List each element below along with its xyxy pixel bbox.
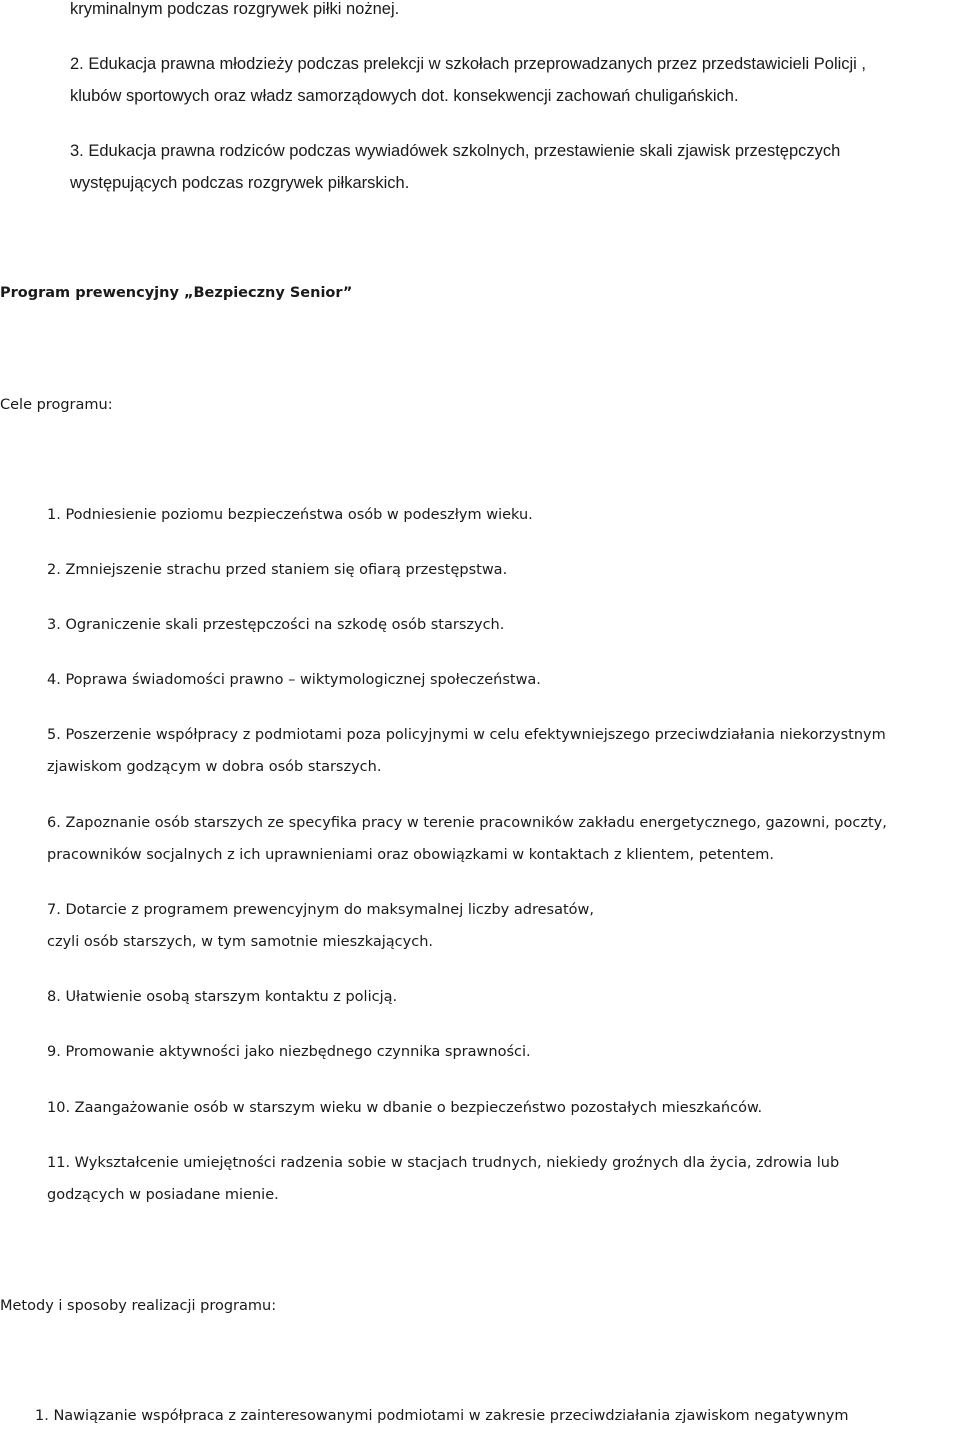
goal-3: 3. Ograniczenie skali przestępczości na szkodę osób starszych.	[47, 617, 505, 633]
program-title: Program prewencyjny „Bezpieczny Senior”	[0, 285, 353, 301]
goal-11-line-2: godzących w posiadane mienie.	[47, 1187, 279, 1203]
goal-4: 4. Poprawa świadomości prawno – wiktymologicznej społeczeństwa.	[47, 672, 541, 688]
goal-7-line-1: 7. Dotarcie z programem prewencyjnym do maksymalnej liczby adresatów,	[47, 902, 594, 918]
goal-11-line-1: 11. Wykształcenie umiejętności radzenia sobie w stacjach trudnych, niekiedy groźnych dla życia, zdrowia lub	[47, 1155, 840, 1171]
list-item-2-line-2: klubów sportowych oraz władz samorządowych dot. konsekwencji zachowań chuligańskich.	[70, 87, 739, 105]
goal-6-line-2: pracowników socjalnych z ich uprawnieniami oraz obowiązkami w kontaktach z klientem, petentem.	[47, 847, 774, 863]
list-item-3-line-1: 3. Edukacja prawna rodziców podczas wywiadówek szkolnych, przestawienie skali zjawisk przestępczych	[70, 142, 841, 160]
methods-label: Metody i sposoby realizacji programu:	[0, 1298, 277, 1314]
list-item-2-line-1: 2. Edukacja prawna młodzieży podczas prelekcji w szkołach przeprowadzanych przez przedstawicieli Policji ,	[70, 55, 867, 73]
goal-7-line-2: czyli osób starszych, w tym samotnie mieszkających.	[47, 934, 433, 950]
list-item-3-line-2: występujących podczas rozgrywek piłkarskich.	[70, 174, 410, 192]
goals-label: Cele programu:	[0, 397, 113, 413]
goal-5-line-1: 5. Poszerzenie współpracy z podmiotami poza policyjnymi w celu efektywniejszego przeciwdziałania niekorzystnym	[47, 727, 886, 743]
method-1: 1. Nawiązanie współpraca z zainteresowanymi podmiotami w zakresie przeciwdziałania zjawiskom negatywnym	[35, 1408, 849, 1424]
goal-9: 9. Promowanie aktywności jako niezbędnego czynnika sprawności.	[47, 1044, 531, 1060]
goal-2: 2. Zmniejszenie strachu przed staniem się ofiarą przestępstwa.	[47, 562, 508, 578]
goal-8: 8. Ułatwienie osobą starszym kontaktu z policją.	[47, 989, 398, 1005]
goal-6-line-1: 6. Zapoznanie osób starszych ze specyfika pracy w terenie pracowników zakładu energetycznego, gazowni, poczty,	[47, 815, 887, 831]
goal-10: 10. Zaangażowanie osób w starszym wieku w dbanie o bezpieczeństwo pozostałych mieszkańców.	[47, 1100, 763, 1116]
continuation-text: kryminalnym podczas rozgrywek piłki nożnej.	[70, 0, 400, 18]
goal-5-line-2: zjawiskom godzącym w dobra osób starszych.	[47, 759, 382, 775]
goal-1: 1. Podniesienie poziomu bezpieczeństwa osób w podeszłym wieku.	[47, 507, 533, 523]
